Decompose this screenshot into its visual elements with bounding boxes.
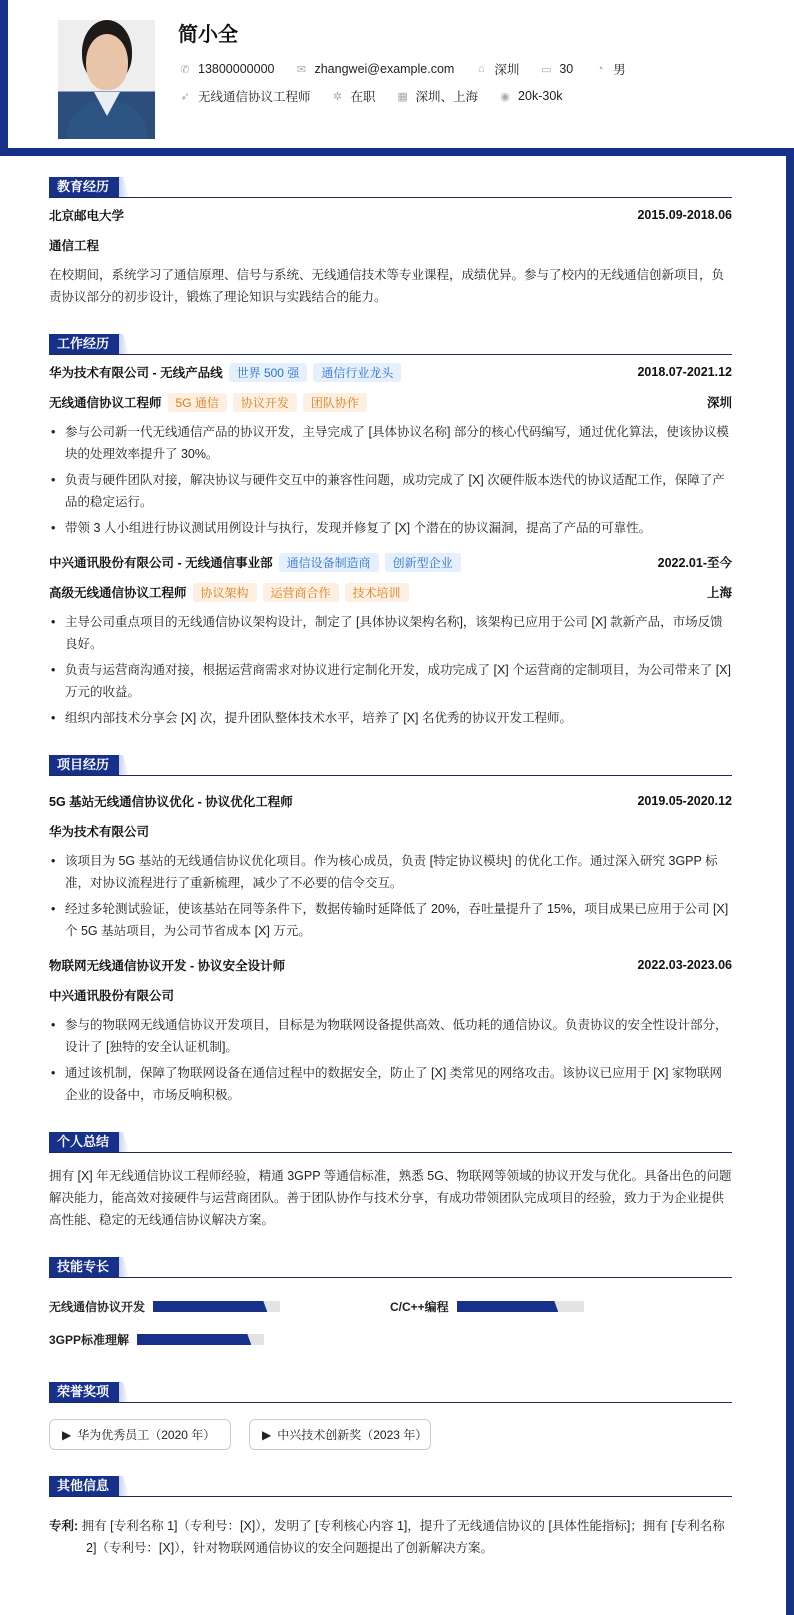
- city: 深圳: [494, 63, 520, 77]
- send-icon: ➶: [180, 90, 190, 103]
- award-label: 中兴技术创新奖（2023 年）: [277, 1428, 428, 1442]
- bullet: • 参与的物联网无线通信协议开发项目，目标是为物联网设备提供高效、低功耗的通信协议。负责协议的安全性设计部分，设计了 [独特的安全认证机制]。: [49, 1014, 732, 1058]
- patent-info: [49, 1515, 732, 1559]
- company: 华为技术有限公司 - 无线产品线: [49, 366, 223, 380]
- phone: 13800000000: [198, 62, 275, 76]
- city: 上海: [706, 586, 732, 600]
- company-tag: 创新型企业: [385, 553, 461, 572]
- other-section: [49, 1476, 732, 1559]
- status: 在职: [350, 90, 376, 104]
- summary-section: [49, 1132, 732, 1231]
- phone-icon: ✆: [180, 63, 190, 76]
- section-title: 工作经历: [49, 334, 119, 354]
- company-tag: 世界 500 强: [229, 363, 308, 382]
- project-item: [49, 950, 732, 1106]
- skill-item: [49, 1323, 390, 1356]
- date: 2022.03-2023.06: [637, 958, 732, 972]
- award-item: [49, 1419, 231, 1450]
- education-section: [49, 177, 732, 308]
- date: 2022.01-至今: [657, 556, 732, 570]
- patent-text: 拥有 [专利名称 1]（专利号：[X]），发明了 [专利核心内容 1]，提升了无线通信协议的 [具体性能指标]；拥有 [专利名称 2]（专利号：[X]），针对物联网通信协议的安全问题提出了创新解决方案。: [81, 1519, 725, 1555]
- section-title: 技能专长: [49, 1257, 119, 1277]
- bullet: • 该项目为 5G 基站的无线通信协议优化项目。作为核心成员，负责 [特定协议模块] 的优化工作。通过深入研究 3GPP 标准，对协议流程进行了重新梳理，减少了不必要的信令交互。: [49, 850, 732, 894]
- job-intent-row: [178, 87, 563, 105]
- company-tag: 通信行业龙头: [313, 363, 401, 382]
- project-name: 物联网无线通信协议开发 - 协议安全设计师: [49, 959, 286, 973]
- gender: 男: [613, 63, 626, 77]
- skill-bar-fill: [457, 1301, 559, 1312]
- date: 2018.07-2021.12: [637, 365, 732, 379]
- bullet: • 组织内部技术分享会 [X] 次，提升团队整体技术水平，培养了 [X] 名优秀的协议开发工程师。: [49, 707, 732, 729]
- skills-section: [49, 1257, 732, 1356]
- role-tag: 协议开发: [233, 393, 297, 412]
- role-tag: 协议架构: [193, 583, 257, 602]
- company-tag: 通信设备制造商: [279, 553, 379, 572]
- job-item: [49, 547, 732, 729]
- role: 高级无线通信协议工程师: [49, 586, 187, 600]
- patent-label: 专利:: [49, 1519, 79, 1533]
- frame-band: [0, 148, 794, 156]
- bullet: • 参与公司新一代无线通信产品的协议开发，主导完成了 [具体协议名称] 部分的核心代码编写，通过优化算法，使该协议模块的处理效率提升了 30%。: [49, 421, 732, 465]
- age: 30: [559, 62, 574, 76]
- company: 中兴通讯股份有限公司 - 无线通信事业部: [49, 556, 273, 570]
- resume-body: [0, 156, 794, 1615]
- building-icon: ▦: [397, 90, 408, 103]
- role-tag: 技术培训: [345, 583, 409, 602]
- age-icon: ▭: [541, 63, 552, 76]
- project-item: [49, 786, 732, 942]
- candidate-name: 简小全: [178, 24, 238, 46]
- award-item: [249, 1419, 431, 1450]
- mail-icon: ✉: [296, 63, 307, 76]
- bullet: • 负责与硬件团队对接，解决协议与硬件交互中的兼容性问题，成功完成了 [X] 次硬件版本迭代的协议适配工作，保障了产品的稳定运行。: [49, 469, 732, 513]
- project-company: 华为技术有限公司: [49, 825, 150, 839]
- triangle-icon: ▶: [62, 1427, 72, 1442]
- major: 通信工程: [49, 239, 100, 253]
- contact-row: [178, 60, 626, 78]
- section-title: 其他信息: [49, 1476, 119, 1496]
- project-name: 5G 基站无线通信协议优化 - 协议优化工程师: [49, 795, 293, 809]
- role-tag: 运营商合作: [263, 583, 339, 602]
- home-icon: ⌂: [478, 63, 485, 75]
- city: 深圳: [706, 396, 732, 410]
- role-tag: 团队协作: [303, 393, 367, 412]
- gender-icon: ◔: [596, 63, 604, 75]
- project-company: 中兴通讯股份有限公司: [49, 989, 175, 1003]
- bullet: • 经过多轮测试验证，使该基站在同等条件下，数据传输时延降低了 20%，吞吐量提升了 15%，项目成果已应用于公司 [X] 个 5G 基站项目，为公司节省成本 [X] 万元。: [49, 898, 732, 942]
- skill-bar: [153, 1301, 280, 1312]
- awards-section: [49, 1382, 732, 1450]
- header: [0, 0, 794, 148]
- role: 无线通信协议工程师: [49, 396, 162, 410]
- section-title: 教育经历: [49, 177, 119, 197]
- skill-name: 3GPP标准理解: [49, 1333, 130, 1347]
- salary: 20k-30k: [518, 89, 563, 103]
- status-icon: ✲: [332, 90, 343, 103]
- bullet: • 负责与运营商沟通对接，根据运营商需求对协议进行定制化开发，成功完成了 [X] 个运营商的定制项目，为公司带来了 [X] 万元的收益。: [49, 659, 732, 703]
- summary-text: 拥有 [X] 年无线通信协议工程师经验，精通 3GPP 等通信标准，熟悉 5G、物联网等领域的协议开发与优化。具备出色的问题解决能力，能高效对接硬件与运营商团队。善于团队协作与技术分享，有成功带领团队完成项目的经验，致力于为企业提供高性能、稳定的无线通信协议解决方案。: [49, 1169, 732, 1227]
- section-title: 荣誉奖项: [49, 1382, 119, 1402]
- salary-icon: ◉: [500, 90, 510, 103]
- role-tag: 5G 通信: [168, 393, 227, 412]
- skill-name: C/C++编程: [390, 1300, 449, 1314]
- section-title: 项目经历: [49, 755, 119, 775]
- bullet: • 带领 3 人小组进行协议测试用例设计与执行，发现并修复了 [X] 个潜在的协议漏洞，提高了产品的可靠性。: [49, 517, 732, 539]
- avatar-photo: [58, 20, 155, 139]
- skill-item: [49, 1290, 390, 1323]
- skill-bar-fill: [153, 1301, 267, 1312]
- section-title: 个人总结: [49, 1132, 119, 1152]
- position: 无线通信协议工程师: [198, 90, 311, 104]
- projects-section: [49, 755, 732, 1106]
- skill-bar: [137, 1334, 264, 1345]
- email: zhangwei@example.com: [314, 62, 455, 76]
- triangle-icon: ▶: [262, 1427, 272, 1442]
- target-city: 深圳、上海: [415, 90, 479, 104]
- job-item: [49, 357, 732, 539]
- date: 2015.09-2018.06: [637, 208, 732, 222]
- award-label: 华为优秀员工（2020 年）: [77, 1428, 216, 1442]
- work-section: [49, 334, 732, 729]
- school: 北京邮电大学: [49, 209, 125, 223]
- education-desc: 在校期间，系统学习了通信原理、信号与系统、无线通信技术等专业课程，成绩优异。参与了校内的无线通信创新项目，负责协议部分的初步设计，锻炼了理论知识与实践结合的能力。: [49, 268, 725, 304]
- skill-item: [390, 1290, 731, 1323]
- skill-bar: [457, 1301, 584, 1312]
- bullet: • 主导公司重点项目的无线通信协议架构设计，制定了 [具体协议架构名称]，该架构已应用于公司 [X] 款新产品，市场反馈良好。: [49, 611, 732, 655]
- bullet: • 通过该机制，保障了物联网设备在通信过程中的数据安全，防止了 [X] 类常见的网络攻击。该协议已应用于 [X] 家物联网企业的设备中，市场反响积极。: [49, 1062, 732, 1106]
- skill-bar-fill: [137, 1334, 251, 1345]
- date: 2019.05-2020.12: [637, 794, 732, 808]
- skill-name: 无线通信协议开发: [49, 1300, 146, 1314]
